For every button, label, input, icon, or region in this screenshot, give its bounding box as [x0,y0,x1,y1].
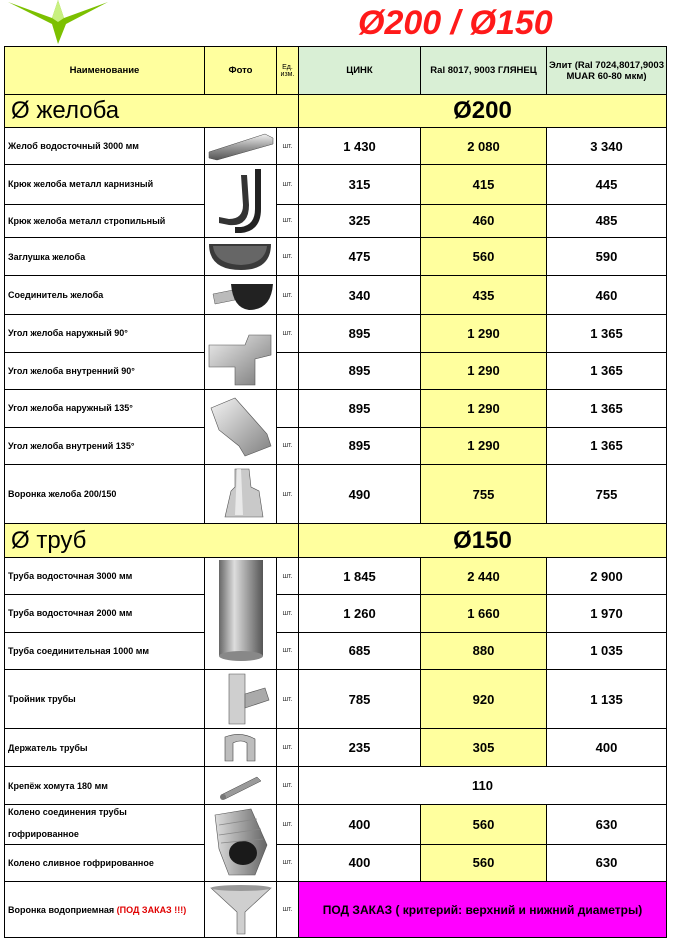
row-name-text: Воронка водоприемная [8,904,115,915]
row-name: Тройник трубы [5,670,205,729]
price-zinc: 325 [299,204,421,237]
funnel-photo [205,465,277,524]
section-gutter-label: Ø желоба [5,95,299,128]
header-photo: Фото [205,47,277,95]
header-elite: Элит (Ral 7024,8017,9003 MUAR 60-80 мкм) [547,47,667,95]
row-name: Воронка желоба 200/150 [5,465,205,524]
price-ral: 1 290 [421,427,547,465]
table-row [5,558,667,595]
price-elite: 630 [547,844,667,882]
end-cap-photo [205,238,277,276]
table-row [5,767,667,805]
gutter-photo [205,128,277,165]
price-elite: 1 970 [547,595,667,632]
corner-90-photo [205,315,277,390]
row-unit: шт. [277,558,299,595]
table-row [5,670,667,729]
price-zinc: 340 [299,276,421,315]
price-zinc: 475 [299,238,421,276]
price-ral: 435 [421,276,547,315]
row-name: Соединитель желоба [5,276,205,315]
price-elite: 445 [547,165,667,205]
row-name: Угол желоба внутренний 90° [5,352,205,390]
price-ral: 305 [421,729,547,767]
row-name: Крюк желоба металл стропильный [5,204,205,237]
price-elite: 1 365 [547,352,667,390]
row-unit: шт. [277,465,299,524]
price-elite: 755 [547,465,667,524]
order-note: (ПОД ЗАКАЗ !!!) [116,904,187,915]
row-unit: шт. [277,767,299,805]
water-inlet-funnel-photo [205,882,277,938]
row-unit: шт. [277,204,299,237]
row-name: Крюк желоба металл карнизный [5,165,205,205]
row-unit: шт. [277,632,299,669]
price-elite: 590 [547,238,667,276]
price-ral: 460 [421,204,547,237]
connector-photo [205,276,277,315]
header-name: Наименование [5,47,205,95]
row-name: Угол желоба внутрений 135° [5,427,205,465]
table-row [5,427,667,465]
row-name: Труба водосточная 2000 мм [5,595,205,632]
price-elite: 3 340 [547,128,667,165]
row-unit: шт. [277,882,299,938]
table-row [5,128,667,165]
hook-photo [205,165,277,238]
table-row [5,315,667,353]
row-unit: шт. [277,276,299,315]
price-zinc: 490 [299,465,421,524]
row-name: Заглушка желоба [5,238,205,276]
price-ral: 560 [421,238,547,276]
table-row [5,729,667,767]
row-name: Труба водосточная 3000 мм [5,558,205,595]
order-cell: ПОД ЗАКАЗ ( критерий: верхний и нижний диаметры) [299,882,667,938]
row-unit: шт. [277,844,299,882]
table-row [5,465,667,524]
table-row [5,882,667,938]
price-zinc: 400 [299,844,421,882]
row-unit [277,352,299,390]
price-zinc: 1 430 [299,128,421,165]
header-ral: Ral 8017, 9003 ГЛЯНЕЦ [421,47,547,95]
row-name: Угол желоба наружный 135° [5,390,205,428]
price-zinc: 895 [299,352,421,390]
section-pipe [5,524,667,558]
row-unit: шт. [277,595,299,632]
tee-photo [205,670,277,729]
table-row [5,844,667,882]
logo-star-icon [8,0,108,44]
row-unit: шт. [277,238,299,276]
price-ral: 560 [421,805,547,845]
price-elite: 485 [547,204,667,237]
price-zinc: 895 [299,315,421,353]
price-zinc: 315 [299,165,421,205]
price-ral: 920 [421,670,547,729]
price-zinc: 1 845 [299,558,421,595]
price-zinc: 235 [299,729,421,767]
price-elite: 1 365 [547,315,667,353]
row-name [5,882,205,938]
section-gutter-diameter: Ø200 [299,95,667,128]
table-row [5,204,667,237]
price-ral: 880 [421,632,547,669]
table-row [5,595,667,632]
row-name: Крепёж хомута 180 мм [5,767,205,805]
row-name: Желоб водосточный 3000 мм [5,128,205,165]
row-unit: шт. [277,805,299,845]
price-ral: 1 290 [421,390,547,428]
row-name-line2: гофрированное [8,829,79,839]
table-row [5,165,667,205]
row-name-line1: Колено соединения трубы [8,807,127,817]
table-row [5,632,667,669]
section-gutter [5,95,667,128]
pipe-holder-photo [205,729,277,767]
header-zinc: ЦИНК [299,47,421,95]
price-elite: 1 365 [547,427,667,465]
section-pipe-label: Ø труб [5,524,299,558]
table-row [5,276,667,315]
row-unit: шт. [277,427,299,465]
price-zinc: 400 [299,805,421,845]
price-elite: 2 900 [547,558,667,595]
price-ral: 1 290 [421,315,547,353]
price-zinc: 895 [299,427,421,465]
section-pipe-diameter: Ø150 [299,524,667,558]
row-name: Труба соединительная 1000 мм [5,632,205,669]
row-unit: шт. [277,670,299,729]
price-ral: 1 660 [421,595,547,632]
price-ral: 755 [421,465,547,524]
corner-135-photo [205,390,277,465]
price-table [4,46,667,938]
price-zinc: 785 [299,670,421,729]
clamp-fastener-photo [205,767,277,805]
pipe-photo [205,558,277,670]
row-unit: шт. [277,315,299,353]
row-name: Держатель трубы [5,729,205,767]
price-ral: 1 290 [421,352,547,390]
row-unit [277,390,299,428]
price-ral: 560 [421,844,547,882]
price-zinc: 895 [299,390,421,428]
table-row [5,805,667,845]
price-ral: 2 440 [421,558,547,595]
price-all: 110 [299,767,667,805]
price-elite: 630 [547,805,667,845]
price-elite: 1 135 [547,670,667,729]
table-row [5,390,667,428]
price-elite: 1 035 [547,632,667,669]
price-zinc: 1 260 [299,595,421,632]
row-unit: шт. [277,729,299,767]
row-name [5,805,205,845]
table-row [5,238,667,276]
table-row [5,352,667,390]
price-elite: 460 [547,276,667,315]
row-name: Колено сливное гофрированное [5,844,205,882]
row-unit: шт. [277,128,299,165]
row-name: Угол желоба наружный 90° [5,315,205,353]
price-elite: 1 365 [547,390,667,428]
corrugated-elbow-photo [205,805,277,882]
row-unit: шт. [277,165,299,205]
price-ral: 415 [421,165,547,205]
page-title: Ø200 / Ø150 [358,4,553,42]
table-header [5,47,667,95]
price-elite: 400 [547,729,667,767]
price-ral: 2 080 [421,128,547,165]
header-unit: Ед. изм. [277,47,299,95]
price-zinc: 685 [299,632,421,669]
